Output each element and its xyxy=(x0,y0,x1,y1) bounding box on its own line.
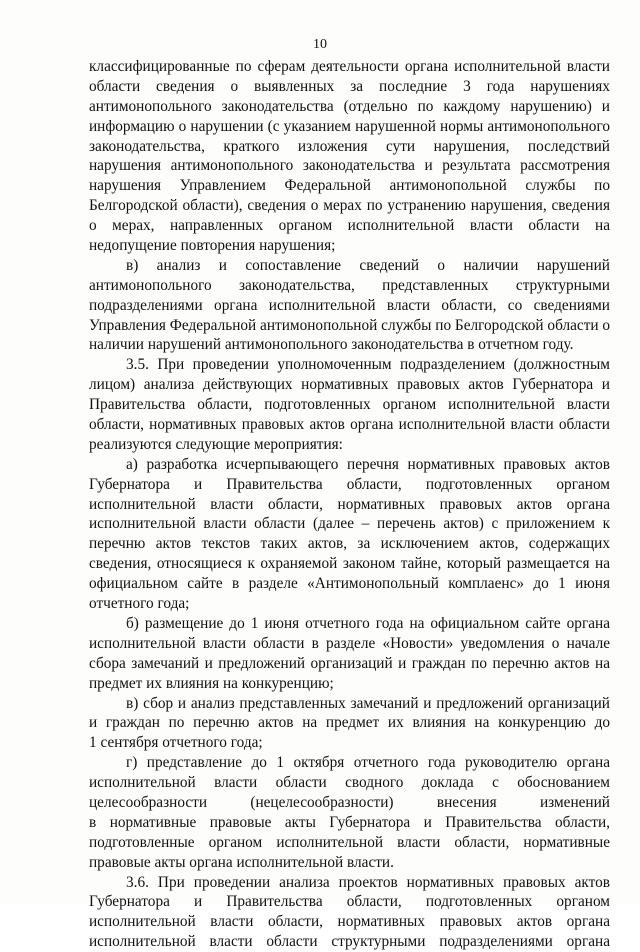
text-line: сведения, относящиеся к охраняемой законом тайне, который размещается на xyxy=(89,555,610,573)
text-line: нарушения антимонопольного законодательства и результата рассмотрения xyxy=(89,157,610,175)
text-line: и граждан по перечню актов на предмет их влияния на конкуренцию до xyxy=(89,714,610,732)
text-line: Правительства области, подготовленных органом исполнительной власти xyxy=(89,396,610,414)
page-number: 10 xyxy=(313,37,327,52)
text-line: информацию о нарушении (с указанием нарушенной нормы антимонопольного xyxy=(89,117,610,135)
text-line: сбора замечаний и предложений организаций и граждан по перечню актов на xyxy=(89,654,610,672)
text-line: перечню актов текстов таких актов, за исключением актов, содержащих xyxy=(89,535,610,553)
text-line: в) сбор и анализ представленных замечаний и предложений организаций xyxy=(126,694,610,712)
text-line: законодательства, краткого изложения сути нарушения, последствий xyxy=(89,137,610,155)
text-line: исполнительной власти области сводного доклада с обоснованием xyxy=(89,774,610,792)
text-line: Губернатора и Правительства области, подготовленных органом xyxy=(89,893,610,911)
text-line: области сведения о выявленных за последние 3 года нарушениях xyxy=(89,77,610,95)
text-line: 1 сентября отчетного года; xyxy=(89,734,263,752)
text-line: наличии нарушений антимонопольного законодательства в отчетном году. xyxy=(89,336,574,354)
text-line: подразделениями органа исполнительной власти области, со сведениями xyxy=(89,296,610,314)
text-line: г) представление до 1 октября отчетного года руководителю органа xyxy=(126,754,610,772)
text-line: 3.5. При проведении уполномоченным подразделением (должностным xyxy=(126,356,610,374)
text-line: исполнительной власти области, нормативных правовых актов органа xyxy=(89,495,610,513)
text-line: антимонопольного законодательства, представленных структурными xyxy=(89,276,610,294)
text-line: о мерах, направленных органом исполнительной власти области на xyxy=(89,217,610,235)
text-line: реализуются следующие мероприятия: xyxy=(89,435,343,453)
text-line: Управления Федеральной антимонопольной службы по Белгородской области о xyxy=(89,316,611,334)
text-line: в) анализ и сопоставление сведений о наличии нарушений xyxy=(126,256,610,274)
text-line: области, нормативных правовых актов органа исполнительной власти области xyxy=(89,416,610,434)
text-line: в нормативные правовые акты Губернатора и Правительства области, xyxy=(89,813,610,831)
text-line: лицом) анализа действующих нормативных правовых актов Губернатора и xyxy=(89,376,610,394)
text-line: 3.6. При проведении анализа проектов нормативных правовых актов xyxy=(126,873,610,891)
text-line: Губернатора и Правительства области, подготовленных органом xyxy=(89,475,610,493)
text-line: целесообразности (нецелесообразности) внесения изменений xyxy=(89,793,610,811)
text-line: правовые акты органа исполнительной власти. xyxy=(89,853,394,871)
text-line: недопущение повторения нарушения; xyxy=(89,237,336,255)
text-line: исполнительной власти области в разделе «Новости» уведомления о начале xyxy=(89,634,610,652)
text-line: нарушения Управлением Федеральной антимонопольной службы по xyxy=(89,177,610,195)
text-line: исполнительной власти области структурными подразделениями органа xyxy=(89,933,610,951)
text-line: подготовленные органом исполнительной власти области, нормативные xyxy=(89,833,610,851)
text-line: б) размещение до 1 июня отчетного года на официальном сайте органа xyxy=(126,614,610,632)
text-line: предмет их влияния на конкуренцию; xyxy=(89,674,334,692)
text-line: отчетного года; xyxy=(89,595,190,613)
text-line: исполнительной власти области (далее – перечень актов) с приложением к xyxy=(89,515,610,533)
text-line: Белгородской области), сведения о мерах по устранению нарушения, сведения xyxy=(89,197,610,215)
text-line: а) разработка исчерпывающего перечня нормативных правовых актов xyxy=(126,455,610,473)
text-line: классифицированные по сферам деятельности органа исполнительной власти xyxy=(89,58,610,75)
text-line: антимонопольного законодательства (отдельно по каждому нарушению) и xyxy=(89,97,610,115)
document-body xyxy=(89,57,610,952)
text-line: исполнительной власти области, нормативных правовых актов органа xyxy=(89,913,610,931)
text-line: официальном сайте в разделе «Антимонопольный комплаенс» до 1 июня xyxy=(89,575,610,593)
